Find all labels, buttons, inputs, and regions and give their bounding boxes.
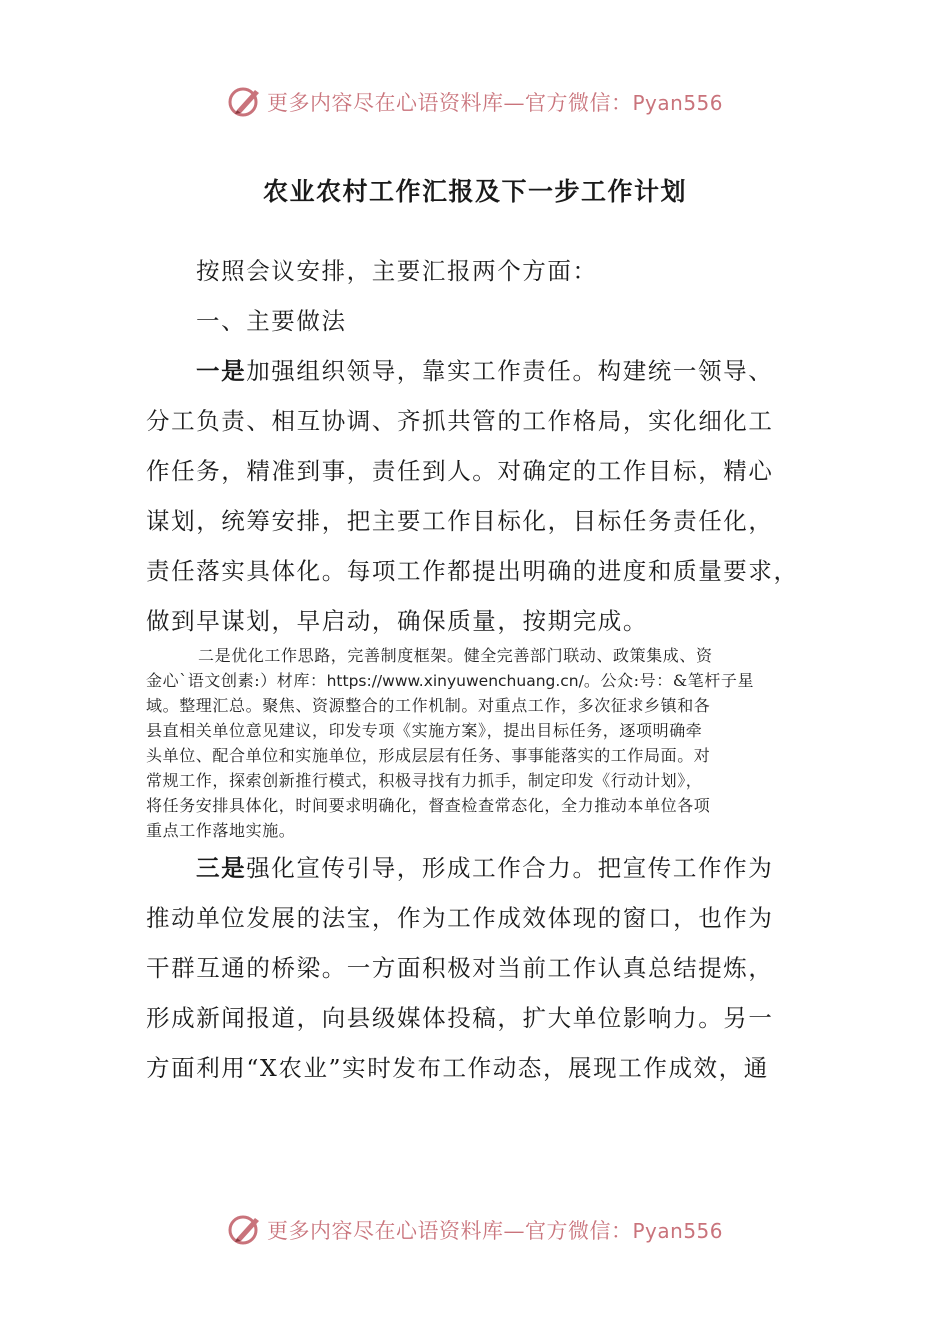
paragraph-1-line: 责任落实具体化。每项工作都提出明确的进度和质量要求，	[146, 557, 799, 585]
paragraph-2-line: 金心`语文创素:）材库：https://www.xinyuwenchuang.cn/。公众:号：&笔杆子星	[146, 671, 755, 690]
paragraph-3-line: 干群互通的桥梁。一方面积极对当前工作认真总结提炼，	[146, 954, 774, 982]
paragraph-3-line: 方面利用“X农业”实时发布工作动态，展现工作成效，通	[146, 1054, 769, 1082]
paragraph-2-line: 将任务安排具体化，时间要求明确化，督查检查常态化，全力推动本单位各项	[146, 796, 711, 815]
paragraph-2-line: 头单位、配合单位和实施单位，形成层层有任务、事事能落实的工作局面。对	[146, 746, 711, 765]
banner-text: 更多内容尽在心语资料库—官方微信：Pyan556	[266, 91, 723, 115]
paragraph-3-line: 形成新闻报道，向县级媒体投稿，扩大单位影响力。另一	[146, 1004, 774, 1032]
paragraph-3-lead: 三是	[196, 854, 247, 882]
intro-line: 按照会议安排，主要汇报两个方面：	[196, 257, 598, 285]
banner-text: 更多内容尽在心语资料库—官方微信：Pyan556	[266, 1219, 723, 1243]
paragraph-1-line: 作任务，精准到事，责任到人。对确定的工作目标，精心	[146, 457, 774, 485]
paragraph-2	[146, 643, 806, 843]
paragraph-3	[146, 843, 806, 1093]
document-body-top	[146, 246, 806, 646]
paragraph-1-line: 一是加强组织领导，靠实工作责任。构建统一领导、	[196, 357, 774, 385]
pen-logo-icon	[227, 1212, 263, 1248]
header-banner	[0, 82, 950, 122]
document-title: 农业农村工作汇报及下一步工作计划	[262, 177, 687, 206]
paragraph-2-line: 常规工作，探索创新推行模式，积极寻找有力抓手，制定印发《行动计划》，	[146, 771, 703, 790]
paragraph-1-line: 分工负责、相互协调、齐抓共管的工作格局，实化细化工	[146, 407, 774, 435]
paragraph-2-line: 域。整理汇总。聚焦、资源整合的工作机制。对重点工作，多次征求乡镇和各	[146, 696, 711, 715]
section-heading: 一、主要做法	[196, 307, 347, 335]
paragraph-3-line: 推动单位发展的法宝，作为工作成效体现的窗口，也作为	[146, 904, 774, 932]
footer-banner	[0, 1210, 950, 1250]
paragraph-2-line: 二是优化工作思路，完善制度框架。健全完善部门联动、政策集成、资	[198, 646, 713, 665]
paragraph-3-line: 三是强化宣传引导，形成工作合力。把宣传工作作为	[196, 854, 774, 882]
paragraph-2-line: 县直相关单位意见建议，印发专项《实施方案》，提出目标任务，逐项明确牵	[146, 721, 703, 740]
paragraph-1-line: 做到早谋划，早启动，确保质量，按期完成。	[146, 607, 648, 635]
source-link[interactable]: https://www.xinyuwenchuang.cn/	[326, 672, 584, 690]
paragraph-1-line: 谋划，统筹安排，把主要工作目标化，目标任务责任化，	[146, 507, 774, 535]
paragraph-2-line: 重点工作落地实施。	[146, 821, 296, 840]
paragraph-1-lead: 一是	[196, 357, 247, 385]
pen-logo-icon	[227, 84, 263, 120]
